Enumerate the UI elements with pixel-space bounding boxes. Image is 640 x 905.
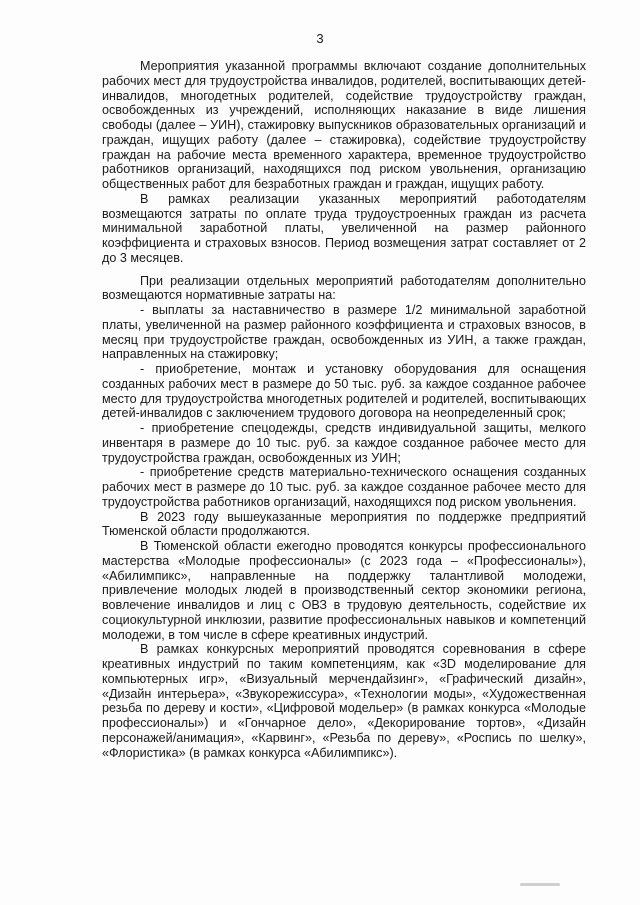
paragraph-program-measures: Мероприятия указанной программы включают создание дополнительных рабочих мест для трудоустройства инвалидов, родителей, воспитывающих детей-инвалидов, многодетных родителей, содействие трудоустройству граждан, освобожденных из учреждений, исполняющих наказание в виде лишения свободы (далее – УИН), стажировку выпускников образовательных организаций и граждан, ищущих работу (далее – стажировка), содействие трудоустройству граждан на рабочие места временного характера, временное трудоустройство работников организаций, находящихся под риском увольнения, организацию общественных работ для безработных граждан и граждан, ищущих работу. [102, 59, 586, 191]
scan-artifact [520, 883, 560, 886]
list-item-mentoring: - выплаты за наставничество в размере 1/2 минимальной заработной платы, увеличенной на размер районного коэффициента и страховых взносов, в месяц при трудоустройстве граждан, освобожденных из УИН, а также граждан, направленных на стажировку; [102, 303, 586, 362]
list-item-workwear: - приобретение спецодежды, средств индивидуальной защиты, мелкого инвентаря в размере до 10 тыс. руб. за каждое созданное рабочее место для трудоустройства граждан, освобожденных из УИН; [102, 421, 586, 465]
list-item-equipment: - приобретение, монтаж и установку оборудования для оснащения созданных рабочих мест в размере до 50 тыс. руб. за каждое созданное рабочее место для трудоустройства многодетных родителей и родителей, воспитывающих детей-инвалидов с заключением трудового договора на неопределенный срок; [102, 362, 586, 421]
paragraph-creative-competencies: В рамках конкурсных мероприятий проводятся соревнования в сфере креативных индустрий по таким компетенциям, как «3D моделирование для компьютерных игр», «Визуальный мерчендайзинг», «Графический дизайн», «Дизайн интерьера», «Звукорежиссура», «Технологии моды», «Художественная резьба по дереву и кости», «Цифровой модельер» (в рамках конкурса «Молодые профессионалы») и «Гончарное дело», «Декорирование тортов», «Дизайн персонажей/анимация», «Карвинг», «Резьба по дереву», «Роспись по шелку», «Флористика» (в рамках конкурса «Абилимпикс»). [102, 642, 586, 760]
paragraph-cost-reimbursement: В рамках реализации указанных мероприятий работодателям возмещаются затраты по оплате труда трудоустроенных граждан из расчета минимальной заработной платы, увеличенной на размер районного коэффициента и страховых взносов. Период возмещения затрат составляет от 2 до 3 месяцев. [102, 191, 586, 265]
page-number: 3 [316, 31, 324, 46]
paragraph-2023-continuation: В 2023 году вышеуказанные мероприятия по поддержке предприятий Тюменской области продолжаются. [102, 509, 586, 539]
paragraph-additional-costs-intro: При реализации отдельных мероприятий работодателям дополнительно возмещаются нормативные затраты на: [102, 273, 586, 303]
list-item-material-equipment: - приобретение средств материально-технического оснащения созданных рабочих мест в размере до 10 тыс. руб. за каждое созданное рабочее место для трудоустройства работников организаций, находящихся под риском увольнения. [102, 465, 586, 509]
document-body [102, 59, 586, 760]
paragraph-competitions: В Тюменской области ежегодно проводятся конкурсы профессионального мастерства «Молодые профессионалы» (с 2023 года – «Профессионалы»), «Абилимпикс», направленные на поддержку талантливой молодежи, привлечение молодых людей в производственный сектор экономики региона, вовлечение инвалидов и лиц с ОВЗ в трудовую деятельность, содействие их социокультурной инклюзии, развитие профессиональных навыков и компетенций молодежи, в том числе в сфере креативных индустрий. [102, 539, 586, 642]
